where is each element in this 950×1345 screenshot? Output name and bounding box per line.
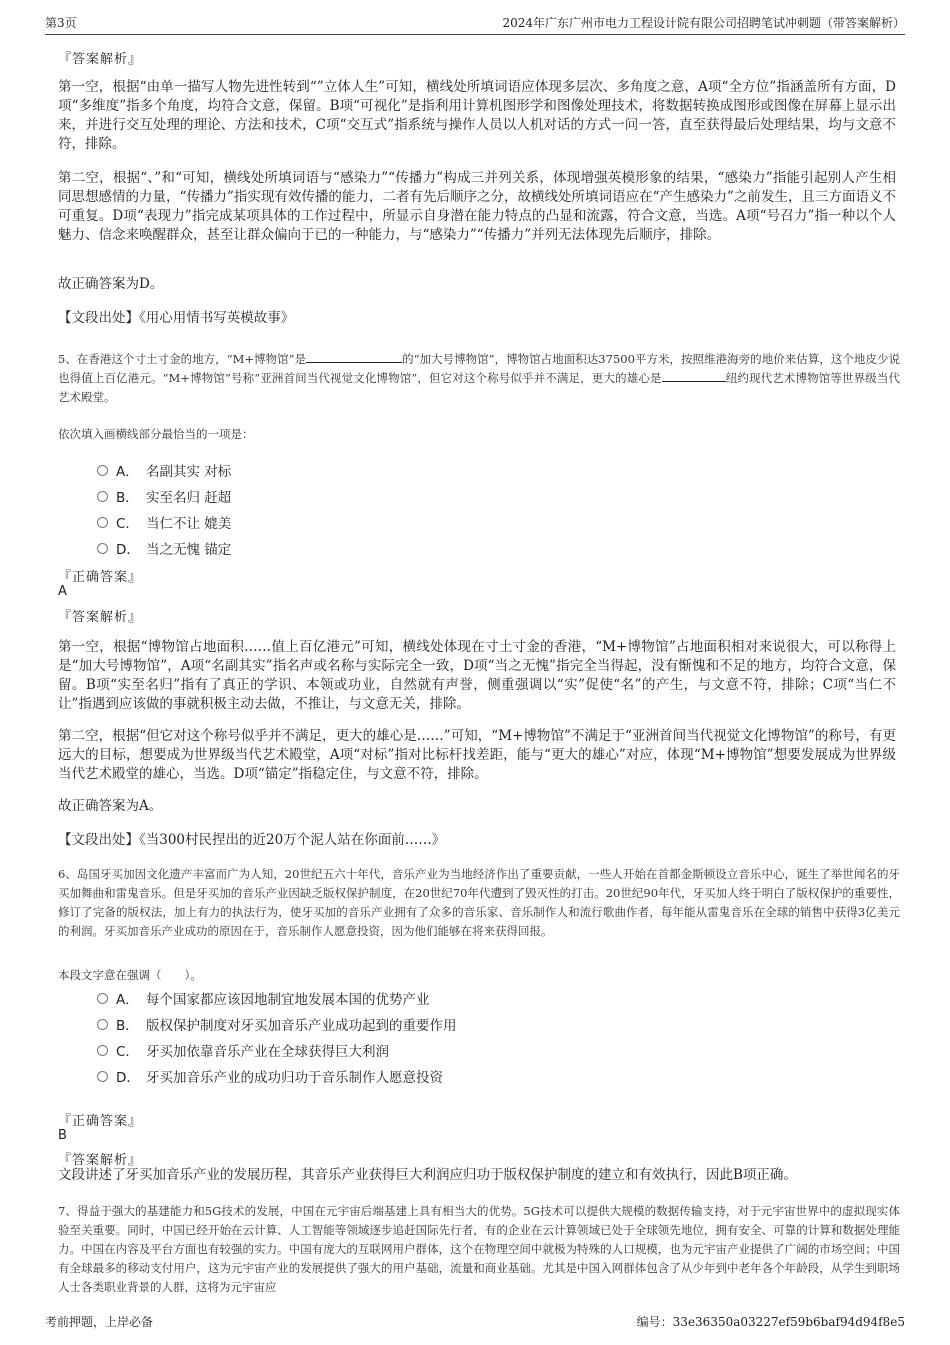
page-footer xyxy=(45,1313,905,1333)
q6-analysis: 文段讲述了牙买加音乐产业的发展历程，其音乐产业获得巨大利润应归功于版权保护制度的建立和有效执行，因此B项正确。 xyxy=(58,1167,797,1183)
q5-analysis-p1: 第一空，根据“博物馆占地面积……值上百亿港元”可知，横线处体现在寸土寸金的香港，“M+博物馆”占地面积相对来说很大，可以称得上是“加大号博物馆”，A项“名副其实”指名声或名称与实际完全一致，D项“当之无愧”指完全当得起，没有惭愧和不足的地方，均符合文意，保留。B项“实至名归”指有了真正的学识、本领或功业，自然就有声誉，侧重强调以“实”促使“名”的产生，与文意不符，排除；C项“当仁不让”指遇到应该做的事就积极主动去做，不推让，与文意无关，排除。 xyxy=(58,639,896,712)
option-c[interactable]: C． 牙买加依靠音乐产业在全球获得巨大利润 xyxy=(97,1037,457,1063)
q4-analysis-p1: 第一空，根据“由单一描写人物先进性转到“”立体人生”可知，横线处所填词语应体现多层次、多角度之意，A项“全方位”指涵盖所有方面，D项“多维度”指多个角度，均符合文意，保留。B项“可视化”是指利用计算机图形学和图像处理技术，将数据转换成图形或图像在屏幕上显示出来，并进行交互处理的理论、方法和技术，C项“交互式”指系统与操作人员以人机对话的方式一问一答，直至获得最后处理结果，均与文意不符，排除。 xyxy=(58,79,896,152)
radio-icon[interactable] xyxy=(97,465,108,476)
radio-icon[interactable] xyxy=(97,543,108,554)
answer-label: 『正确答案』 xyxy=(58,1114,143,1129)
radio-icon[interactable] xyxy=(97,1045,108,1056)
fill-blank-2 xyxy=(662,369,726,382)
radio-icon[interactable] xyxy=(97,491,108,502)
q5-analysis-p2: 第二空，根据“但它对这个称号似乎并不满足，更大的雄心是……”可知，“M+博物馆”不满足于“亚洲首间当代视觉文化博物馆”的称号，有更远大的目标，想要成为世界级当代艺术殿堂，A项“对标”指对比标杆找差距，能与“更大的雄心”对应，体现“M+博物馆”想要发展成为世界级当代艺术殿堂的雄心，当选。D项“锚定”指稳定住，与文意不符，排除。 xyxy=(58,728,896,782)
answer-label: 『正确答案』 xyxy=(58,570,143,585)
option-a[interactable]: A． 名副其实 对标 xyxy=(97,457,231,483)
q5-stem-part-b: 的“加大号博物馆”，博物馆占地面积达37500平方米，按照维港海旁的地价来估算，这个地皮少说也得值上百亿港元。“M+博物馆”号称“亚洲首间当代视觉文化博物馆”，但它对这个称号似乎并不满足，更大的雄心是 xyxy=(58,352,900,385)
q7-stem: 7、得益于强大的基建能力和5G技术的发展，中国在元宇宙后端基建上具有相当大的优势。5G技术可以提供大规模的数据传输支持，对于元宇宙世界中的虚拟现实体验至关重要。同时，中国已经开始在云计算、人工智能等领域逐步追赶国际先行者，有的企业在云计算领域已处于全球领先地位，拥有安全、可靠的计算和数据处理能力。中国在内容及平台方面也有较强的实力。中国有庞大的互联网用户群体，这个在物理空间中就极为特殊的人口规模，也为元宇宙产业提供了广阔的市场空间；中国有全球最多的移动支付用户，这为元宇宙产业的发展提供了强大的用户基础，流量和商业基础。尤其是中国入网群体包含了从少年到中老年各个年龄段，从学生到职场人士各类职业背景的人群，这将为元宇宙应 xyxy=(58,1204,900,1294)
q5-prompt: 依次填入画横线部分最恰当的一项是： xyxy=(58,427,254,441)
option-c[interactable]: C． 当仁不让 媲美 xyxy=(97,509,231,535)
q5-stem-part-c: 纽约现代艺术博物馆等世界级当代艺术殿堂。 xyxy=(58,371,901,404)
page-header xyxy=(45,14,905,35)
q6-options xyxy=(97,985,457,1089)
radio-icon[interactable] xyxy=(97,1071,108,1082)
q5-stem xyxy=(58,350,900,407)
answer-value: B xyxy=(58,1128,68,1143)
option-d[interactable]: D． 牙买加音乐产业的成功归功于音乐制作人愿意投资 xyxy=(97,1063,457,1089)
answer-value: A xyxy=(58,584,68,599)
radio-icon[interactable] xyxy=(97,993,108,1004)
option-b[interactable]: B． 实至名归 赶超 xyxy=(97,483,231,509)
fill-blank-1 xyxy=(306,350,402,363)
q5-options xyxy=(97,457,231,561)
q4-analysis-p2: 第二空，根据“、”和“可知，横线处所填词语与“感染力”“传播力”构成三并列关系，体现增强英模形象的结果，“感染力”指能引起别人产生相同思想感情的力量，“传播力”指实现有效传播的能力，二者有先后顺序之分，故横线处所填词语应在“产生感染力”之前发生，且三方面语义不可重复。D项“表现力”指完成某项具体的工作过程中，所显示自身潜在能力特点的凸显和流露，符合文意，当选。A项“号召力”指一种以个人魅力、信念来唤醒群众，甚至让群众偏向于已的一种能力，与“感染力”“传播力”并列无法体现先后顺序，排除。 xyxy=(58,170,896,243)
q5-source: 【文段出处】《当300村民捏出的近20万个泥人站在你面前……》 xyxy=(58,832,446,848)
option-a[interactable]: A． 每个国家都应该因地制宜地发展本国的优势产业 xyxy=(97,985,457,1011)
q5-conclusion: 故正确答案为A。 xyxy=(58,798,163,814)
option-b[interactable]: B． 版权保护制度对牙买加音乐产业成功起到的重要作用 xyxy=(97,1011,457,1037)
analysis-label: 『答案解析』 xyxy=(58,610,143,625)
radio-icon[interactable] xyxy=(97,1019,108,1030)
footer-slogan: 考前押题，上岸必备 xyxy=(45,1315,154,1329)
document-title: 2024年广东广州市电力工程设计院有限公司招聘笔试冲刺题（带答案解析） xyxy=(502,16,905,30)
q4-conclusion: 故正确答案为D。 xyxy=(58,276,164,292)
q6-prompt: 本段文字意在强调（ ）。 xyxy=(58,968,202,982)
option-d[interactable]: D． 当之无愧 锚定 xyxy=(97,535,231,561)
analysis-label: 『答案解析』 xyxy=(58,52,143,67)
page-number: 第3页 xyxy=(45,16,77,30)
q5-stem-part-a: 5、在香港这个寸土寸金的地方，“M+博物馆”是 xyxy=(58,352,307,366)
analysis-label: 『答案解析』 xyxy=(58,1153,143,1168)
q6-stem: 6、岛国牙买加因文化遗产丰富而广为人知，20世纪五六十年代，音乐产业为当地经济作出了重要贡献，一些人开始在首都金斯顿设立音乐中心，诞生了举世闻名的牙买加舞曲和雷鬼音乐。但是牙买加的音乐产业因缺乏版权保护制度，在20世纪70年代遭到了毁灭性的打击。20世纪90年代，牙买加人终于明白了版权保护的重要性，修订了完备的版权法，加上有力的执法行为，使牙买加的音乐产业拥有了众多的音乐家、音乐制作人和流行歌曲作者，每年能从雷鬼音乐在全球的销售中获得3亿美元的利润。牙买加音乐产业成功的原因在于，音乐制作人愿意投资，因为他们能够在将来获得回报。 xyxy=(58,867,900,938)
radio-icon[interactable] xyxy=(97,517,108,528)
document-id: 编号：33e36350a03227ef59b6baf94d94f8e5 xyxy=(636,1315,905,1329)
q4-source: 【文段出处】《用心用情书写英模故事》 xyxy=(58,310,295,326)
